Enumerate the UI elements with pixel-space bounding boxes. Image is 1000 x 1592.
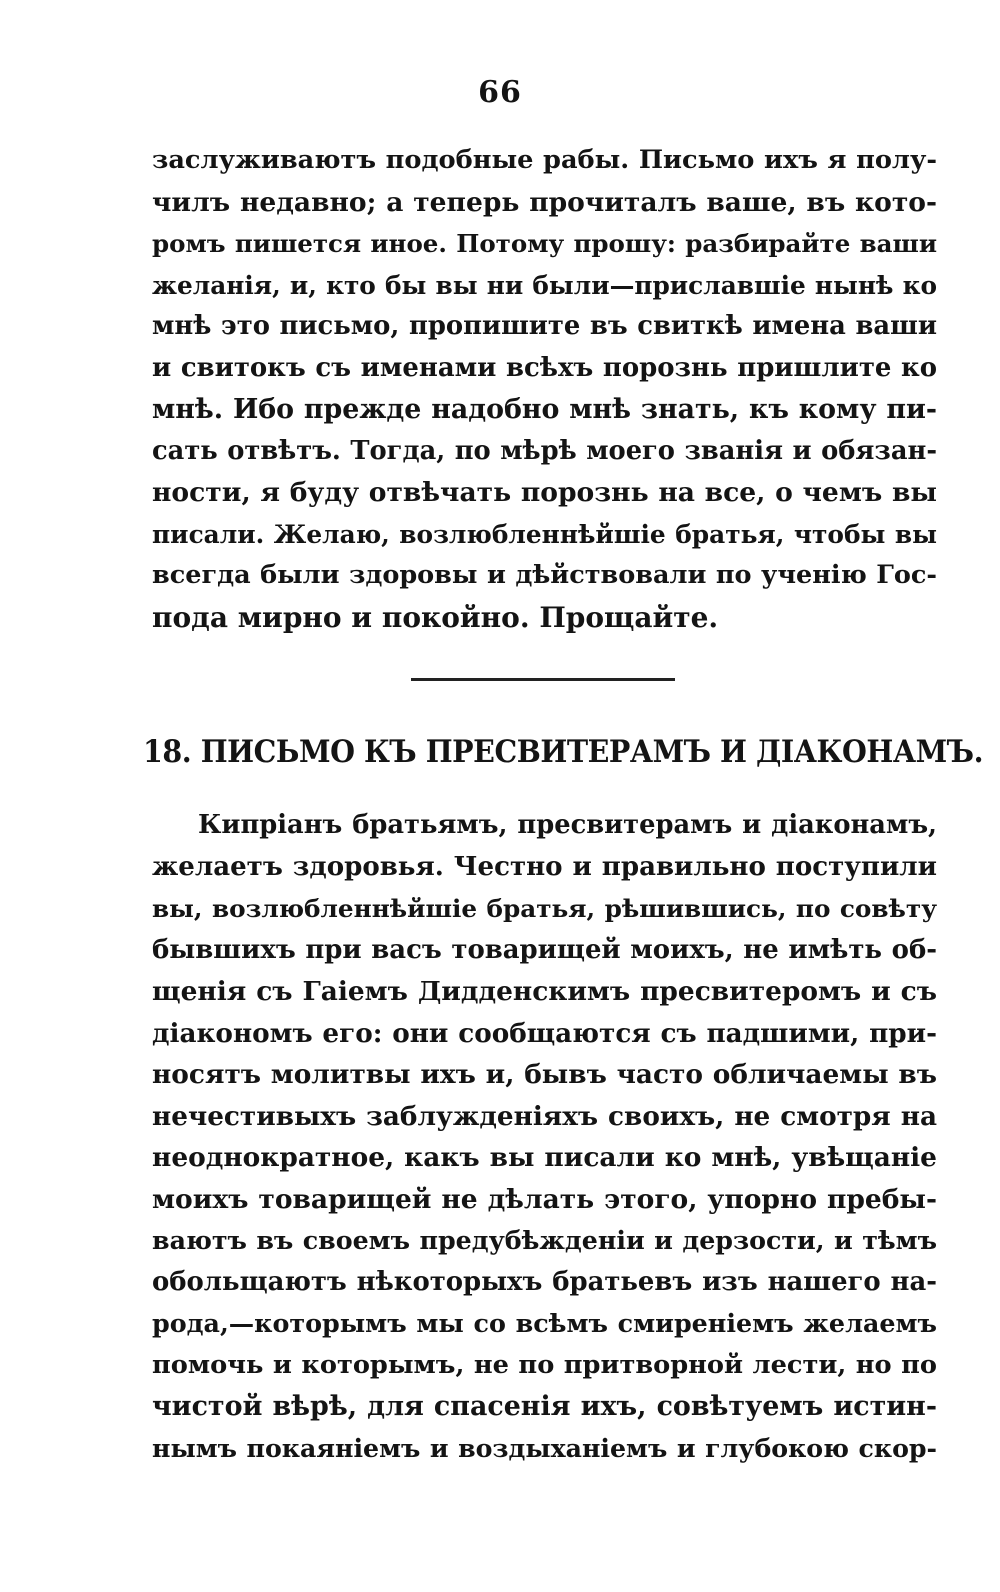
text-line: мнѣ это письмо, пропишите въ свиткѣ имена ваши bbox=[152, 311, 937, 341]
text-line: моихъ товарищей не дѣлать этого, упорно пребы- bbox=[152, 1183, 937, 1215]
text-line: ромъ пишется иное. Потому прошу: разбирайте ваши bbox=[152, 229, 937, 258]
text-line: нымъ покаяніемъ и воздыханіемъ и глубокою скор- bbox=[152, 1432, 937, 1463]
text-line: ваютъ въ своемъ предубѣжденіи и дерзости, и тѣмъ bbox=[152, 1225, 937, 1255]
text-line: щенія съ Гаіемъ Дидденскимъ пресвитеромъ и съ bbox=[152, 976, 937, 1007]
text-line: рода,—которымъ мы со всѣмъ смиреніемъ желаемъ bbox=[152, 1308, 937, 1338]
text-line: чистой вѣрѣ, для спасенія ихъ, совѣтуемъ истин- bbox=[152, 1391, 937, 1422]
text-line: неоднократное, какъ вы писали ко мнѣ, увѣщаніе bbox=[152, 1142, 937, 1173]
text-line: вы, возлюбленнѣйшіе братья, рѣшившись, по совѣту bbox=[152, 894, 937, 923]
text-line: желаетъ здоровья. Честно и правильно поступили bbox=[152, 851, 937, 882]
paragraph-letter-body bbox=[152, 805, 937, 1469]
section-heading: 18. ПИСЬМО КЪ ПРЕСВИТЕРАМЪ И ДІАКОНАМЪ. bbox=[143, 734, 984, 770]
text-line: писали. Желаю, возлюбленнѣйшіе братья, чтобы вы bbox=[152, 519, 937, 549]
text-line: діакономъ его: они сообщаются съ падшими, при- bbox=[152, 1017, 937, 1049]
text-line: носятъ молитвы ихъ и, бывъ часто обличаемы въ bbox=[152, 1059, 937, 1090]
text-line: желанія, и, кто бы вы ни были—приславшіе нынѣ ко bbox=[152, 270, 937, 300]
text-line: бывшихъ при васъ товарищей моихъ, не имѣть об- bbox=[152, 934, 937, 965]
text-line: ности, я буду отвѣчать порознь на все, о чемъ вы bbox=[152, 477, 937, 508]
text-line: обольщаютъ нѣкоторыхъ братьевъ изъ нашего на- bbox=[152, 1266, 937, 1297]
text-line: и свитокъ съ именами всѣхъ порознь пришлите ко bbox=[152, 352, 937, 383]
paragraph-letter-ending bbox=[152, 140, 937, 638]
text-line: помочь и которымъ, не по притворной лести, но по bbox=[152, 1349, 937, 1380]
section-divider bbox=[411, 678, 675, 681]
text-line: всегда были здоровы и дѣйствовали по ученію Гос- bbox=[152, 560, 937, 590]
page-number: 66 bbox=[478, 75, 522, 110]
text-line: пода мирно и покойно. Прощайте. bbox=[152, 600, 719, 634]
text-line: Кипріанъ братьямъ, пресвитерамъ и діаконамъ, bbox=[198, 810, 937, 840]
text-line: чилъ недавно; а теперь прочиталъ ваше, въ кото- bbox=[152, 186, 937, 218]
text-line: мнѣ. Ибо прежде надобно мнѣ знать, къ кому пи- bbox=[152, 394, 937, 425]
text-line: нечестивыхъ заблужденіяхъ своихъ, не смотря на bbox=[152, 1100, 937, 1132]
text-line: заслуживаютъ подобные рабы. Письмо ихъ я полу- bbox=[152, 145, 937, 175]
text-line: сать отвѣтъ. Тогда, по мѣрѣ моего званія и обязан- bbox=[152, 435, 937, 466]
